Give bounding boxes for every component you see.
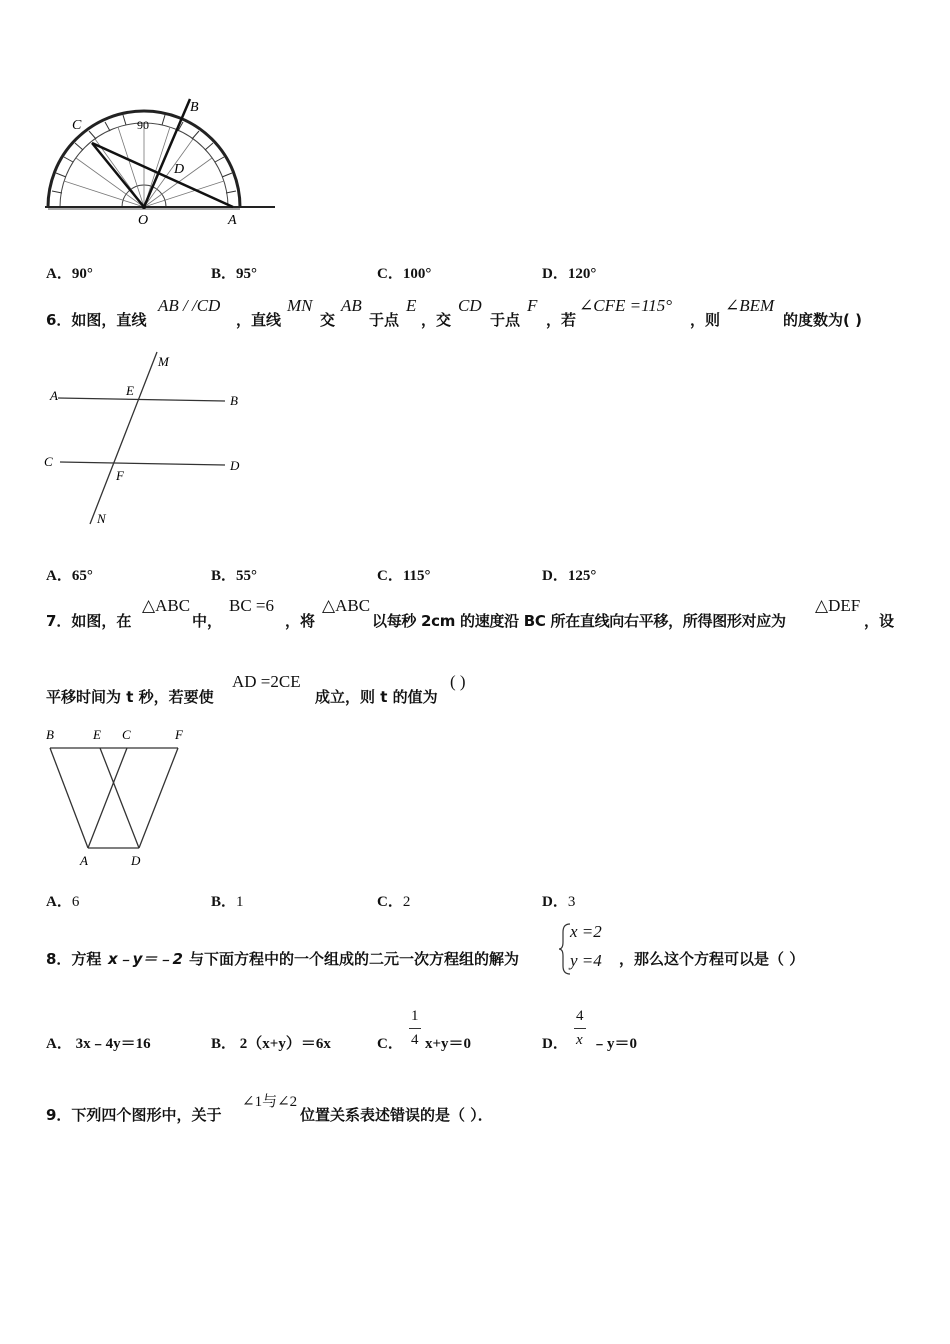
label-c: C — [122, 727, 131, 742]
q5-option-a[interactable]: A．90° — [46, 266, 93, 282]
label-d: D — [230, 458, 240, 473]
label-b: B — [230, 393, 238, 408]
line-cd — [60, 462, 225, 465]
q6-stem: 6．如图，直线 AB / /CD ，直线 MN 交 AB 于点 E ，交 CD 于点 F ，若 ∠CFE =115° ，则 ∠BEM 的度数为( ) — [46, 296, 862, 329]
label-b: B — [46, 727, 54, 742]
q6-option-b[interactable]: B．55° — [211, 568, 258, 584]
q9-angles: ∠1与∠2 — [242, 1094, 298, 1110]
label-c: C — [72, 118, 82, 133]
line-ab — [58, 398, 225, 401]
q8-number: 8．方程 — [46, 950, 102, 968]
segment-ed — [100, 748, 139, 848]
q8-option-b[interactable]: B． 2（x+y）＝6x — [211, 1036, 331, 1052]
q6-option-d[interactable]: D．125° — [542, 568, 597, 584]
q7-stem-line1: 7．如图，在 △ABC 中， BC =6 ，将 △ABC 以每秒 2cm 的速度沿 BC 所在直线向右平移，所得图形对应为 △DEF ，设 — [46, 596, 895, 630]
segment-ac — [88, 748, 127, 848]
q8-equation: x﹣y＝﹣2 — [108, 950, 183, 968]
q6-option-a[interactable]: A．65° — [46, 568, 93, 584]
q8-option-a[interactable]: A． 3x﹣4y＝16 — [46, 1036, 151, 1052]
q5-option-b[interactable]: B．95° — [211, 266, 258, 282]
q7-stem-line2: 平移时间为 t 秒，若要使 AD =2CE 成立，则 t 的值为 ( ) — [46, 672, 466, 706]
label-e: E — [126, 383, 134, 398]
label-e: E — [93, 727, 101, 742]
q5-option-d[interactable]: D．120° — [542, 266, 597, 282]
label-a: A — [80, 853, 88, 868]
q6-option-c[interactable]: C．115° — [377, 568, 431, 584]
q5-option-c[interactable]: C．100° — [377, 266, 432, 282]
parallel-lines-figure — [40, 348, 255, 530]
fraction-bar — [409, 1028, 421, 1029]
segment-ba — [50, 748, 88, 848]
label-n: N — [97, 511, 106, 526]
label-f: F — [116, 468, 124, 483]
q7-option-b[interactable]: B．1 — [211, 894, 244, 910]
fraction-bar — [574, 1028, 586, 1029]
q7-option-c[interactable]: C．2 — [377, 894, 411, 910]
segment-ca — [92, 143, 233, 207]
label-o: O — [138, 213, 149, 228]
q6-number: 6．如图，直线 — [46, 311, 147, 329]
label-b: B — [190, 100, 199, 115]
q7-option-d[interactable]: D．3 — [542, 894, 576, 910]
system-eq-1: x =2 — [570, 922, 602, 941]
label-ninety: 90 — [137, 118, 149, 132]
label-d: D — [174, 162, 185, 177]
q9-stem: 9．下列四个图形中，关于 ∠1与∠2 位置关系表述错误的是（ ）． — [46, 1090, 926, 1130]
label-f: F — [175, 727, 183, 742]
q8-option-c[interactable]: C． 1 4 x+y＝0 — [377, 1008, 472, 1052]
q8-stem: 8．方程 x﹣y＝﹣2 与下面方程中的一个组成的二元一次方程组的解为 x =2 y =4 ，那么这个方程可以是（ ） — [46, 920, 926, 980]
q6-math-ab-cd: AB / /CD — [158, 296, 221, 315]
q8-option-d[interactable]: D． 4 x ﹣y＝0 — [542, 1008, 638, 1052]
q7-option-a[interactable]: A．6 — [46, 894, 80, 910]
label-a: A — [228, 213, 237, 228]
line-mn — [90, 352, 157, 524]
label-m: M — [158, 354, 169, 369]
label-c: C — [44, 454, 53, 469]
protractor-figure — [40, 95, 285, 230]
segment-df — [139, 748, 178, 848]
translation-figure — [40, 724, 200, 872]
system-eq-2: y =4 — [570, 951, 602, 970]
label-a: A — [50, 388, 58, 403]
label-d: D — [131, 853, 141, 868]
q7-number: 7．如图，在 — [46, 612, 132, 630]
q9-number: 9．下列四个图形中，关于 — [46, 1106, 222, 1124]
